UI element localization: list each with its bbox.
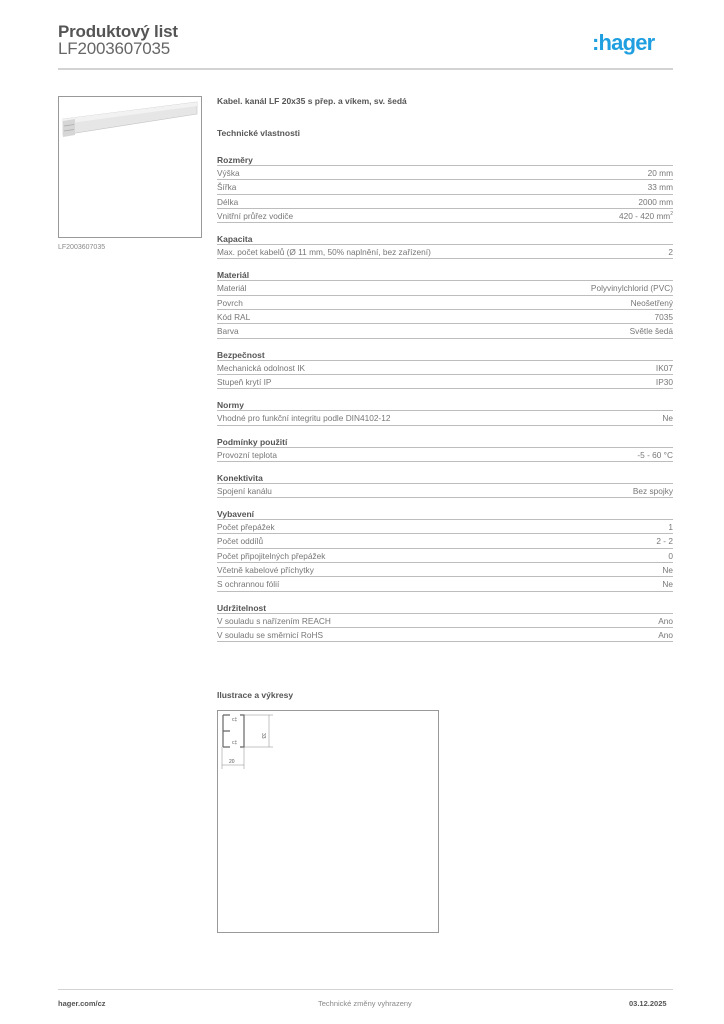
spec-label: Vhodné pro funkční integritu podle DIN4102-12 [217,413,391,424]
spec-label: Kód RAL [217,312,251,323]
illustration-title: Ilustrace a výkresy [217,690,294,700]
hager-logo: :hager [592,30,655,55]
spec-group [217,233,673,259]
page-title: Produktový list [58,22,178,41]
footer-notice: Technické změny vyhrazeny [318,999,412,1008]
spec-value: Ano [658,629,673,640]
spec-value: Světle šedá [629,326,673,337]
spec-group [217,399,673,425]
spec-value: Neošetřený [630,297,673,308]
spec-label: V souladu se směrnicí RoHS [217,629,324,640]
group-title: Udržitelnost [217,602,673,614]
spec-label: Výška [217,168,240,178]
spec-label: Provozní teplota [217,449,277,460]
technical-drawing [217,710,439,933]
spec-row [217,180,673,194]
product-name: Kabel. kanál LF 20x35 s přep. a víkem, sv. šedá [217,96,407,106]
svg-text:33: 33 [260,733,266,739]
spec-group [217,269,673,338]
spec-group [217,602,673,643]
product-code: LF2003607035 [58,39,170,58]
spec-value: 20 mm [647,168,673,178]
spec-value: 0 [668,550,673,561]
spec-row [217,245,673,259]
specifications [217,96,673,652]
spec-row [217,195,673,209]
spec-group [217,436,673,462]
spec-label: Vnitřní průřez vodiče [217,210,294,221]
spec-label: Délka [217,196,239,207]
group-title: Rozměry [217,154,673,166]
spec-row [217,281,673,295]
spec-row [217,324,673,338]
spec-value: -5 - 60 °C [637,449,673,460]
spec-label: Spojení kanálu [217,485,272,496]
spec-row [217,614,673,628]
spec-label: Šířka [217,182,237,193]
spec-label: Povrch [217,297,243,308]
group-title: Normy [217,399,673,411]
spec-label: Počet přepážek [217,522,275,533]
spec-groups [217,154,673,642]
spec-label: Stupeň krytí IP [217,376,272,387]
spec-row [217,209,673,223]
header-divider [58,68,673,70]
spec-value: 420 - 420 $mm^2$ [619,210,673,221]
svg-text:c‡: c‡ [232,717,238,723]
spec-label: Max. počet kabelů (Ø 11 mm, 50% naplnění, bez zařízení) [217,247,431,258]
spec-group [217,154,673,223]
spec-value: Ano [658,615,673,626]
group-title: Konektivita [217,472,673,484]
group-title: Kapacita [217,233,673,245]
spec-row [217,520,673,534]
spec-label: Mechanická odolnost IK [217,362,306,373]
spec-row [217,310,673,324]
spec-value: Bez spojky [632,485,673,496]
group-title: Podmínky použití [217,436,673,448]
spec-row [217,375,673,389]
spec-value: IP30 [655,376,673,387]
image-caption: LF2003607035 [58,244,106,251]
spec-label: S ochrannou fólií [217,579,280,590]
svg-text:20: 20 [229,759,235,765]
spec-label: Počet připojitelných přepážek [217,550,326,561]
spec-group [217,508,673,591]
spec-row [217,166,673,180]
spec-row [217,448,673,462]
spec-row [217,361,673,375]
footer-website: hager.com/cz [58,999,106,1008]
spec-group [217,349,673,390]
footer-date: 03.12.2025 [629,999,667,1008]
footer-divider [58,989,673,990]
spec-row [217,411,673,425]
svg-text:c‡: c‡ [232,740,238,746]
spec-row [217,577,673,591]
spec-value: 2 - 2 [656,536,673,547]
spec-value: IK07 [655,362,673,373]
spec-value: Ne [662,413,673,424]
spec-label: Počet oddílů [217,536,264,547]
spec-value: 1 [668,522,673,533]
spec-value: 33 mm [647,182,673,193]
spec-label: V souladu s nařízením REACH [217,615,331,626]
group-title: Materiál [217,269,673,281]
group-title: Bezpečnost [217,349,673,361]
spec-value: 2 [668,247,673,258]
spec-value: Polyvinylchlorid (PVC) [590,283,673,294]
product-image [58,96,202,238]
spec-row [217,549,673,563]
group-title: Vybavení [217,508,673,520]
spec-label: Včetně kabelové příchytky [217,565,314,576]
cable-duct-icon [59,97,203,239]
spec-value: 2000 mm [638,196,673,207]
spec-group [217,472,673,498]
spec-row [217,628,673,642]
spec-row [217,534,673,548]
spec-value: 7035 [654,312,673,323]
spec-value: Ne [662,579,673,590]
spec-row [217,296,673,310]
spec-row [217,484,673,498]
spec-row [217,563,673,577]
duct-profile-drawing-icon [218,711,440,934]
spec-label: Materiál [217,283,247,294]
spec-value: Ne [662,565,673,576]
spec-label: Barva [217,326,239,337]
section-title: Technické vlastnosti [217,128,300,138]
